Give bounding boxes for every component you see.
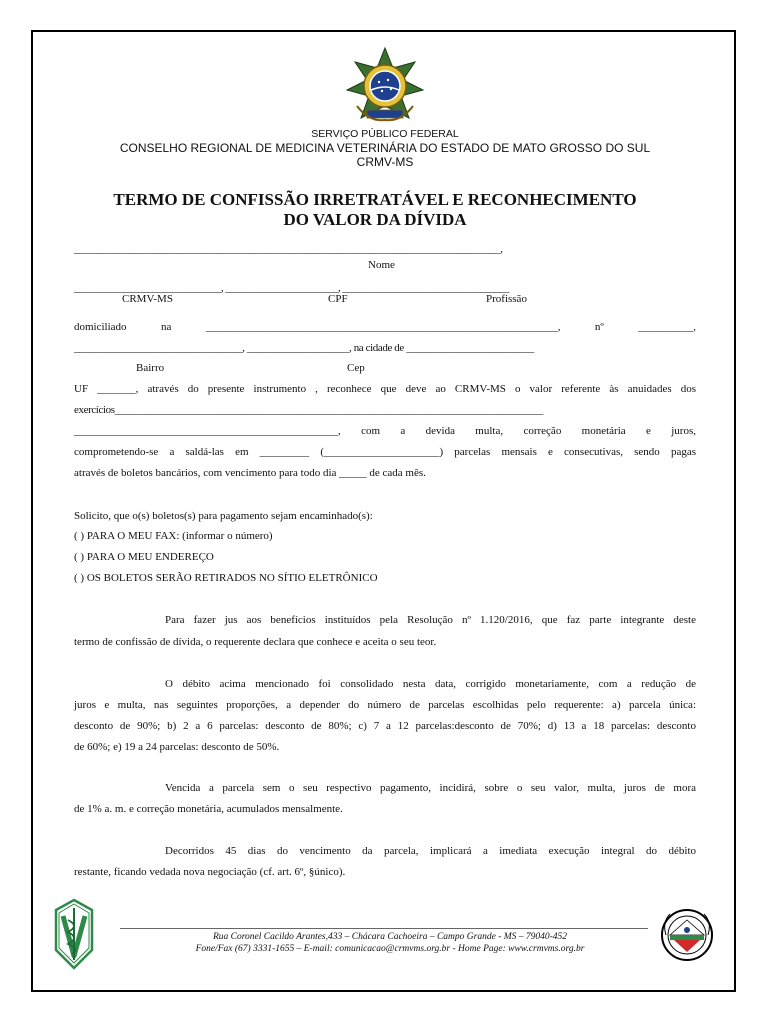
document-title-line1: TERMO DE CONFISSÃO IRRETRATÁVEL E RECONHECIMENTO bbox=[113, 190, 637, 209]
header-servico: SERVIÇO PÚBLICO FEDERAL bbox=[311, 128, 459, 140]
header-sigla: CRMV-MS bbox=[356, 155, 414, 169]
uf-line: UF _______, através do presente instrumento , reconhece que deve ao CRMV-MS o valor referente às anuidades dos bbox=[74, 383, 696, 395]
option-endereco: ( ) PARA O MEU ENDEREÇO bbox=[74, 551, 214, 563]
boletos-line: através de boletos bancários, com vencimento para todo dia _____ de cada mês. bbox=[74, 467, 426, 479]
option-sitio: ( ) OS BOLETOS SERÃO RETIRADOS NO SÍTIO ELETRÔNICO bbox=[74, 572, 378, 584]
paragraph-2-line-4: de 60%; e) 19 a 24 parcelas: desconto de 50%. bbox=[74, 741, 280, 753]
veterinary-caduceus-icon bbox=[52, 898, 96, 970]
header-conselho: CONSELHO REGIONAL DE MEDICINA VETERINÁRIA DO ESTADO DE MATO GROSSO DO SUL bbox=[119, 141, 651, 155]
mato-grosso-do-sul-seal-icon bbox=[660, 908, 714, 962]
nome-field-line: _______________________________________________________________________________________, bbox=[74, 243, 503, 255]
domiciliado-line: domiciliado na ________________________________________________________________, nº __________, bbox=[74, 321, 696, 333]
option-fax: ( ) PARA O MEU FAX: (informar o número) bbox=[74, 530, 273, 542]
document-title-line2: DO VALOR DA DÍVIDA bbox=[283, 210, 467, 229]
paragraph-3-line-2: de 1% a. m. e correção monetária, acumulados mensalmente. bbox=[74, 803, 343, 815]
footer-contact: Fone/Fax (67) 3331-1655 – E-mail: comunicacao@crmvms.org.br - Home Page: www.crmvms.org.br bbox=[195, 944, 585, 954]
paragraph-3-line-1: Vencida a parcela sem o seu respectivo pagamento, incidirá, sobre o seu valor, multa, juros de mora bbox=[165, 782, 696, 794]
nome-label: Nome bbox=[368, 259, 395, 271]
crmv-cpf-profissao-line: ______________________________, _______________________, __________________________________ bbox=[74, 282, 509, 294]
exercicios-line: exercícios____________________________________________________________________________________ bbox=[74, 404, 543, 416]
footer-address: Rua Coronel Cacildo Arantes,433 – Chácara Cachoeira – Campo Grande - MS – 79040-452 bbox=[212, 932, 568, 942]
multa-line: ________________________________________________, com a devida multa, correção monetária e juros, bbox=[74, 425, 696, 437]
cpf-label: CPF bbox=[328, 293, 348, 305]
brazil-coat-of-arms-icon bbox=[343, 46, 427, 128]
bairro-label: Bairro bbox=[136, 362, 165, 374]
bairro-cep-cidade-line: _________________________________, ____________________, na cidade de _________________________ bbox=[74, 342, 534, 354]
cep-label: Cep bbox=[347, 362, 365, 374]
footer-divider bbox=[120, 928, 648, 929]
paragraph-2-line-2: juros e multa, nas seguintes proporções, a depender do número de parcelas escolhidas pelo requerente: a) parcela única: bbox=[74, 699, 696, 711]
solicito-intro: Solicito, que o(s) boletos(s) para pagamento sejam encaminhado(s): bbox=[74, 510, 373, 522]
paragraph-4-line-1: Decorridos 45 dias do vencimento da parcela, implicará a imediata execução integral do débito bbox=[165, 845, 696, 857]
paragraph-4-line-2: restante, ficando vedada nova negociação (cf. art. 6º, §único). bbox=[74, 866, 346, 878]
crmv-label: CRMV-MS bbox=[122, 293, 173, 305]
paragraph-2-line-1: O débito acima mencionado foi consolidado nesta data, corrigido monetariamente, com a redução de bbox=[165, 678, 696, 690]
paragraph-1-line-2: termo de confissão de dívida, o requerente declara que conhece e aceita o seu teor. bbox=[74, 636, 437, 648]
comprometendo-line: comprometendo-se a saldá-las em _________ (_____________________) parcelas mensais e consecutivas, sendo pagas bbox=[74, 446, 696, 458]
paragraph-1-line-1: Para fazer jus aos benefícios instituídos pela Resolução nº 1.120/2016, que faz parte integrante deste bbox=[165, 614, 696, 626]
paragraph-2-line-3: desconto de 90%; b) 2 a 6 parcelas: desconto de 80%; c) 7 a 12 parcelas:desconto de 70%; d) 13 a 18 parcelas: desconto bbox=[74, 720, 696, 732]
profissao-label: Profissão bbox=[486, 293, 527, 305]
